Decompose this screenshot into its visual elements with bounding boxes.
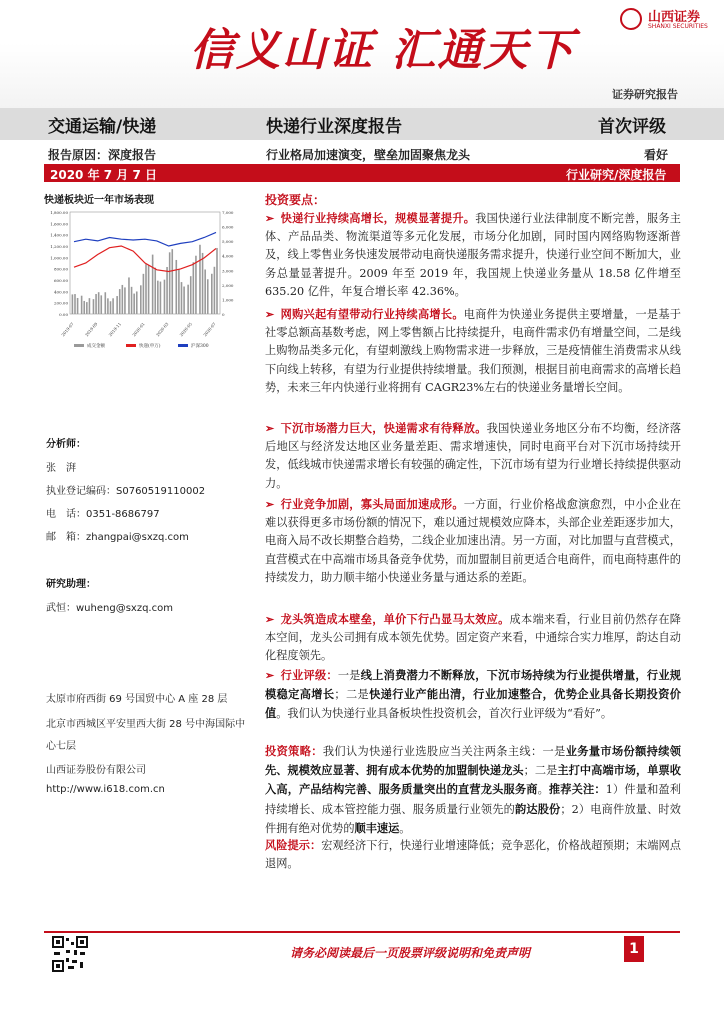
slogan: 信义山证 汇通天下 [190,25,576,76]
point-growth [265,209,681,301]
assistant-contact[interactable]: 武恒：wuheng@sxzq.com [46,603,173,614]
arrow-icon: ➢ [265,421,275,435]
text-run: 。 [537,783,549,797]
report-kind: 快递行业深度报告 [266,117,402,137]
volume-bar [128,277,130,314]
volume-bar [178,269,180,314]
volume-bar [195,256,197,314]
report-reason: 报告原因：深度报告 [48,148,157,162]
y-right-tick-label: 5,000 [222,239,234,245]
point-lowtier-title: 下沉市场潜力巨大，快递需求有待释放。 [280,421,487,435]
volume-bar [145,264,147,314]
volume-bar [154,268,156,314]
text-run: 。我们认为快递行业具备板块性投资机会，首次行业评级为“看好”。 [276,707,613,721]
point-rating-title: 行业评级： [280,668,338,682]
legend-swatch [126,344,136,347]
y-right-tick-label: 1,000 [222,297,234,303]
point-cost-text: 成本端来看，行业目前仍然存在降本空间，龙头公司拥有成本领先优势。固定资产来看，中通综合实力堆厚，韵达自动化程度领先。 [265,613,681,663]
volume-bar [83,301,85,314]
volume-bar [204,269,206,314]
company-name: 山西证券股份有限公司 [46,765,146,776]
legend-label: 沪深300 [191,344,209,349]
volume-bar [74,294,76,314]
volume-bar [116,296,118,314]
y-right-tick-label: 0 [222,312,225,317]
point-lowtier-text: 我国快递业务地区分布不均衡，经济落后地区与经济发达地区业务量差距、需求增速快，同时电商平台对下沉市场持续开发，低线城市快递需求增长有较强的确定性，下沉市场有望为行业增长持续提供驱动力。 [265,422,681,490]
volume-bar [124,287,126,314]
point-rating [265,666,681,724]
volume-bar [148,265,150,314]
x-tick-label: 2020-07 [202,321,217,338]
bold-run: 快递行业产能出清，行业加速整合，优势企业具备长期投资价值 [265,687,681,721]
volume-bar [166,267,168,314]
point-growth-text: 我国快递行业法律制度不断完善，服务主体、产品品类、物流渠道等多元化发展，市场分化加剧，同时国内网络购物逐渐普及，线上零售业务快速发展带动电商快递服务需求提升，快递行业空间不断加大，业务总量显著提升。2009 年至 2019 年，我国规上快递业务量从 18.58 亿件增至 635.20 亿件，年复合增长率 42.36%。 [265,212,681,298]
volume-bar [214,267,216,314]
volume-bar [110,301,112,314]
points-heading: 投资要点： [265,193,326,207]
point-ecommerce-text: 电商件为快递业务提供主要增量，一是基于社零总额高基数考虑，网上零售额占比持续提升，电商件需求仍有增量空间，二是线上购物品类多元化，有望刺激线上购物需求进一步释放，三是疫情催生消费需求从线下向线上转移，有望为行业提供持续增量。我们预测，根据目前电商需求的高增长趋势，未来三年内快递行业将拥有 CAGR23%左右的快递业务量增长空间。 [265,308,681,394]
point-cost [265,610,681,666]
logo-mark-icon [620,8,642,30]
volume-bar [131,287,133,314]
x-tick-label: 2019-07 [60,321,75,338]
research-tag: 证券研究报告 [612,88,678,101]
risk-text: 宏观经济下行，快递行业增速降低；竞争恶化，价格战超预期；末端网点退网。 [265,839,681,871]
analyst-email[interactable]: 邮 箱：zhangpai@sxzq.com [46,532,189,543]
y-left-tick-label: 1,200.00 [50,244,68,249]
logo-english: SHANXI SECURITIES [648,23,708,30]
y-right-tick-label: 7,000 [222,210,234,215]
volume-bar [152,255,154,314]
volume-bar [216,248,218,314]
volume-bar [98,292,100,314]
volume-bar [164,280,166,314]
x-tick-label: 2019-11 [107,321,123,338]
volume-bar [199,245,201,314]
assistant-heading: 研究助理： [46,579,96,590]
legend-label: 快递(申万) [139,344,161,349]
volume-bar [169,252,171,314]
volume-bar [81,296,83,314]
legend-swatch [178,344,188,347]
volume-bar [143,274,145,314]
point-competition-title: 行业竞争加剧，寡头局面加速成形。 [280,497,464,511]
stock-sf: 顺丰速运 [354,820,400,835]
text-run: ；二是 [523,764,558,778]
volume-bar [190,276,192,314]
risk-warning [265,836,681,873]
y-left-tick-label: 0.00 [59,312,68,317]
rating: 看好 [644,148,669,162]
volume-bar [202,253,204,314]
legend-label: 成交金额 [87,344,105,349]
text-run: ；二是 [334,688,370,702]
x-tick-label: 2020-03 [154,321,170,338]
footer-line [44,931,680,933]
text-run: 。 [399,821,411,835]
arrow-icon: ➢ [265,612,275,626]
volume-bar [119,289,121,314]
volume-bar [160,282,162,314]
page-number: 1 [624,936,644,962]
company-logo [620,6,716,36]
bold-run: 线上消费潜力不断释放，下沉市场持续为行业提供增量，行业规模稳定高增长 [265,668,681,702]
y-left-tick-label: 1,400.00 [50,232,68,238]
volume-bar [207,279,209,314]
market-performance-chart [44,204,248,358]
volume-bar [112,298,114,314]
disclaimer-note: 请务必阅读最后一页股票评级说明和免责声明 [290,946,531,960]
volume-bar [107,298,109,314]
volume-bar [136,291,138,314]
legend-swatch [74,344,84,347]
volume-bar [171,249,173,314]
y-left-tick-label: 1,800.00 [50,210,68,215]
volume-bar [157,281,159,314]
stock-yunda: 韵达股份 [514,801,561,816]
recommend-heading: 推荐关注： [548,782,606,797]
y-left-tick-label: 1,000.00 [50,255,68,261]
y-right-tick-label: 3,000 [222,268,234,274]
y-right-tick-label: 4,000 [222,253,234,259]
text-run: 一是 [337,669,361,682]
y-left-tick-label: 400.00 [54,289,68,295]
bold-run: 主打中高端市场，单票收入高，产品结构完善、服务质量突出的直营龙头服务商 [265,763,681,797]
point-cost-title: 龙头筑造成本壁垒，单价下行凸显马太效应。 [280,612,510,626]
strategy-heading: 投资策略： [265,744,323,758]
volume-bar [183,287,185,314]
text-run: 我们认为快递行业选股应当关注两条主线：一是 [322,745,566,758]
y-left-tick-label: 1,600.00 [50,221,68,227]
volume-bar [187,285,189,314]
x-tick-label: 2020-01 [131,321,146,338]
y-left-tick-label: 600.00 [54,278,68,283]
report-date: 2020 年 7 月 7 日 [50,168,157,182]
y-right-tick-label: 6,000 [222,224,234,230]
company-website[interactable]: http://www.i618.com.cn [46,784,165,795]
risk-heading: 风险提示： [265,838,322,852]
industry-label: 交通运输/快递 [48,117,157,137]
volume-bar [176,260,178,314]
report-subtitle: 行业格局加速演变，壁垒加固聚焦龙头 [266,148,471,162]
volume-bar [133,294,135,314]
analyst-license: 执业登记编码：S0760519110002 [46,486,206,497]
x-tick-label: 2020-05 [178,321,194,338]
volume-bar [100,295,102,314]
analyst-heading: 分析师： [46,439,86,450]
volume-bar [77,298,79,314]
investment-strategy [265,742,681,838]
volume-bar [86,302,88,314]
volume-bar [181,282,183,314]
volume-bar [193,262,195,314]
arrow-icon: ➢ [265,307,275,321]
analyst-phone: 电 话：0351-8686797 [46,509,160,520]
point-growth-title: 快递行业持续高增长，规模显著提升。 [280,211,476,225]
chart-title: 快递板块近一年市场表现 [44,195,154,206]
address-beijing: 北京市西城区平安里西大街 28 号中海国际中心七层 [46,719,246,752]
arrow-icon: ➢ [265,497,275,511]
volume-bar [105,292,107,314]
report-category: 行业研究/深度报告 [566,168,667,182]
arrow-icon: ➢ [265,211,275,225]
analyst-name: 张 湃 [46,463,76,474]
volume-bar [140,285,142,314]
point-ecommerce-title: 网购兴起有望带动行业持续高增长。 [280,307,464,321]
qr-code-icon[interactable] [52,936,88,972]
point-competition-text: 一方面，行业价格战愈演愈烈，中小企业在难以获得更多市场份额的情况下，难以通过规模效应降本，头部企业差距逐步加大，电商入局不改长期整合趋势，二线企业加速出清。另一方面，对比加盟与直营模式，直营模式在中高端市场具备竞争优势，而加盟制目前更适合电商件，而电商特惠件的持续发力，助力顺丰缩小快递业务量与通达系的差距。 [265,498,681,584]
volume-bar [211,274,213,314]
point-lowtier [265,419,681,493]
point-competition [265,495,681,587]
point-ecommerce [265,305,681,397]
x-tick-label: 2019-09 [83,321,99,338]
volume-bar [89,298,91,314]
volume-bar [72,294,74,314]
y-right-tick-label: 2,000 [222,282,234,288]
y-left-tick-label: 200.00 [54,300,68,306]
logo-name: 山西证券 [648,10,701,25]
y-left-tick-label: 800.00 [54,266,68,272]
volume-bar [122,285,124,314]
address-taiyuan: 太原市府西街 69 号国贸中心 A 座 28 层 [46,694,228,705]
volume-bar [93,299,95,314]
text-run: 1）件量和盈利持续增长、成本管控能力强、服务质量行业领先的 [265,783,681,816]
arrow-icon: ➢ [265,668,275,682]
rating-type: 首次评级 [598,117,666,137]
bold-run: 业务量市场份额持续领先、规模效应显著、拥有成本优势的加盟制快递龙头 [265,744,681,778]
text-run: ；2）电商件放量、时效件拥有绝对优势的 [265,802,681,835]
volume-bar [95,294,97,314]
